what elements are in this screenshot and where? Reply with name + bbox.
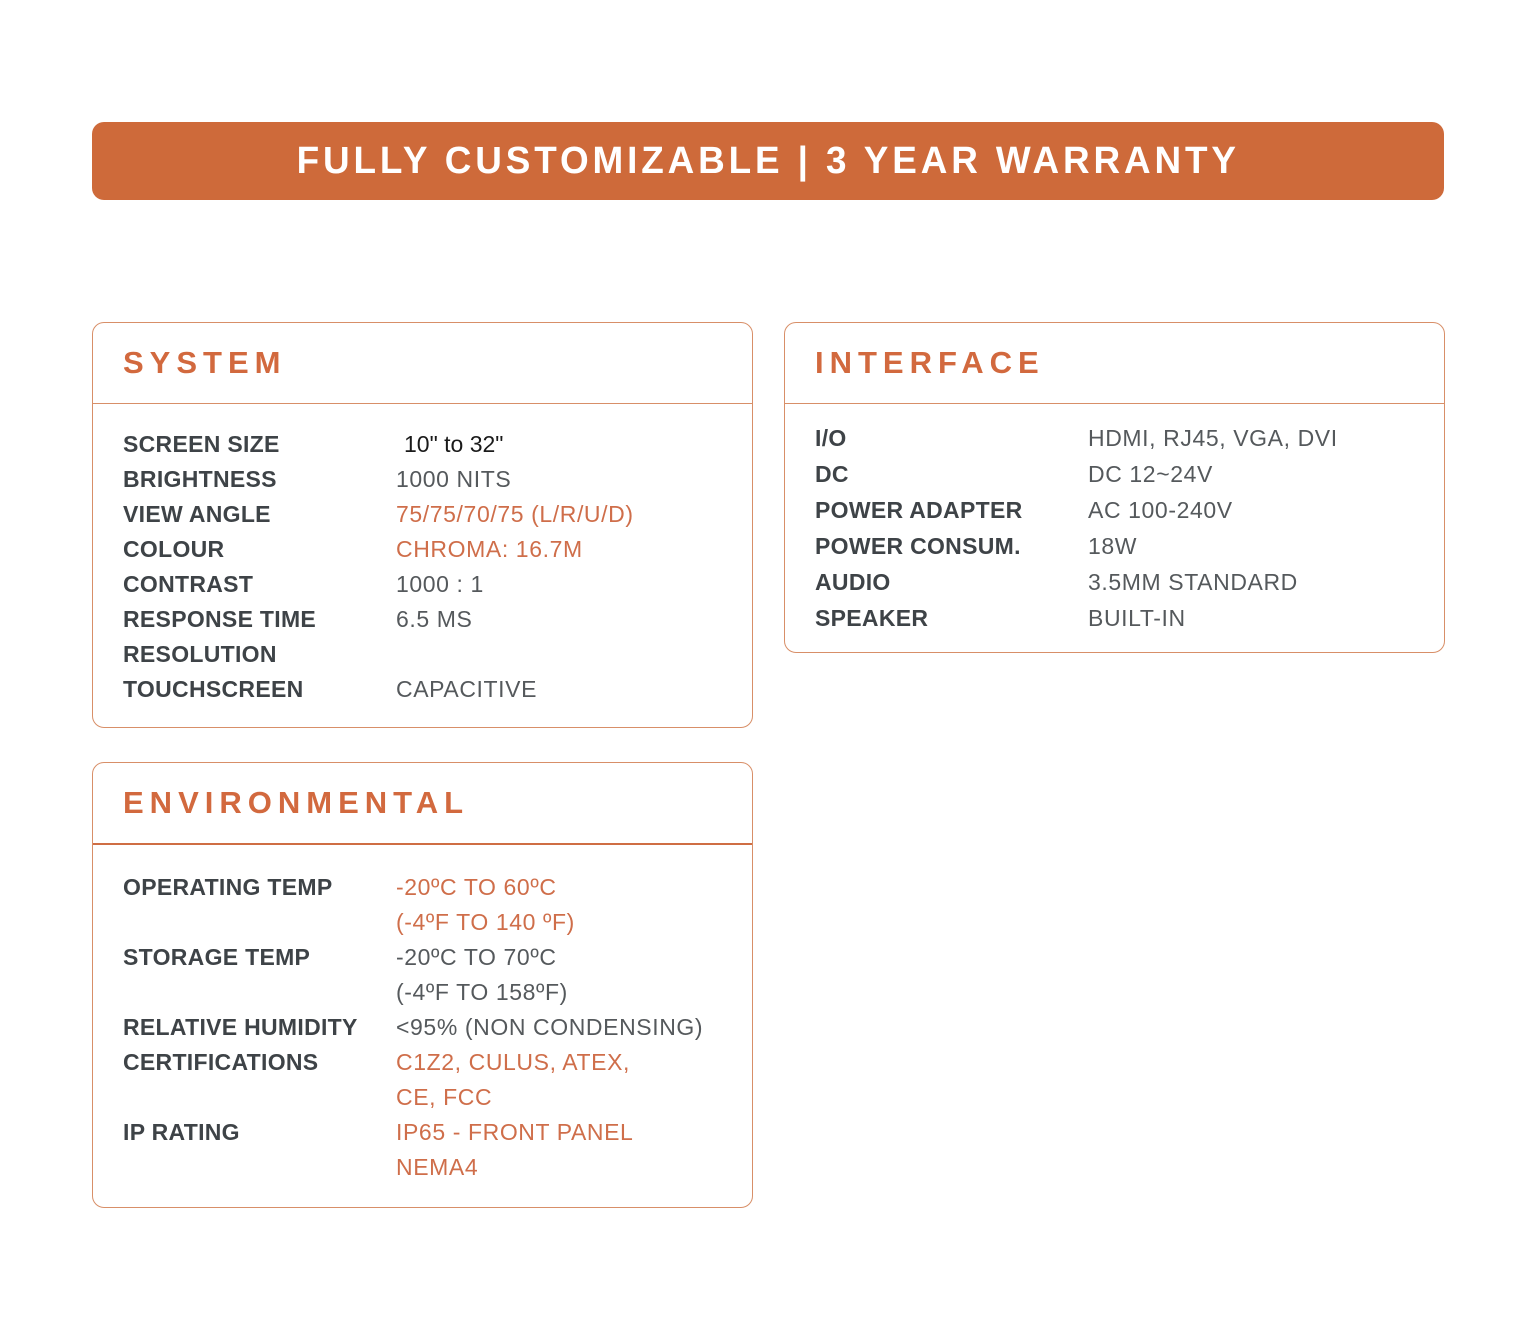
spec-value: -20ºC TO 70ºC (396, 944, 557, 970)
interface-panel-body (785, 404, 1444, 636)
spec-label: STORAGE TEMP (123, 944, 311, 970)
spec-row-ip-rating (123, 1115, 730, 1185)
spec-row-io (815, 420, 1422, 456)
spec-row-power-adapter (815, 492, 1422, 528)
spec-row-dc (815, 456, 1422, 492)
spec-value: CE, FCC (396, 1084, 493, 1110)
spec-value: AC 100-240V (1088, 497, 1233, 523)
spec-label: AUDIO (815, 569, 891, 595)
spec-value (396, 637, 730, 672)
spec-label: POWER CONSUM. (815, 533, 1021, 559)
spec-label: CERTIFICATIONS (123, 1049, 319, 1075)
environmental-panel-body (93, 845, 752, 1185)
spec-label: SPEAKER (815, 605, 929, 631)
spec-label: VIEW ANGLE (123, 501, 271, 527)
spec-row-storage-temp (123, 940, 730, 1010)
spec-label: CONTRAST (123, 571, 254, 597)
spec-row-audio (815, 564, 1422, 600)
spec-label: RESOLUTION (123, 641, 277, 667)
spec-label: RESPONSE TIME (123, 606, 317, 632)
spec-label: BRIGHTNESS (123, 466, 277, 492)
spec-row-screen-size (123, 427, 730, 462)
spec-label: COLOUR (123, 536, 225, 562)
spec-value: 18W (1088, 533, 1138, 559)
spec-label: TOUCHSCREEN (123, 676, 304, 702)
spec-row-contrast (123, 567, 730, 602)
interface-panel (784, 322, 1445, 653)
warranty-banner (92, 122, 1444, 200)
spec-value: BUILT-IN (1088, 605, 1186, 631)
spec-value: 3.5MM STANDARD (1088, 569, 1298, 595)
environmental-panel-title: ENVIRONMENTAL (123, 785, 470, 820)
spec-value: 75/75/70/75 (L/R/U/D) (396, 501, 634, 527)
spec-row-relative-humidity (123, 1010, 730, 1045)
system-panel-body (93, 404, 752, 707)
system-panel-header (93, 323, 752, 404)
spec-label: POWER ADAPTER (815, 497, 1023, 523)
spec-row-speaker (815, 600, 1422, 636)
spec-value: NEMA4 (396, 1154, 479, 1180)
spec-value: 1000 : 1 (396, 571, 484, 597)
spec-row-certifications (123, 1045, 730, 1115)
environmental-panel-header (93, 763, 752, 845)
spec-value: CAPACITIVE (396, 676, 538, 702)
spec-row-response-time (123, 602, 730, 637)
spec-label: OPERATING TEMP (123, 874, 333, 900)
spec-value: 1000 NITS (396, 466, 512, 492)
spec-row-touchscreen (123, 672, 730, 707)
spec-value: (-4ºF TO 158ºF) (396, 979, 568, 1005)
interface-panel-header (785, 323, 1444, 404)
spec-label: RELATIVE HUMIDITY (123, 1014, 358, 1040)
spec-label: I/O (815, 425, 847, 451)
spec-row-brightness (123, 462, 730, 497)
spec-value: HDMI, RJ45, VGA, DVI (1088, 425, 1338, 451)
spec-row-resolution (123, 637, 730, 672)
spec-row-power-consum (815, 528, 1422, 564)
spec-value: IP65 - FRONT PANEL (396, 1119, 634, 1145)
spec-row-colour (123, 532, 730, 567)
spec-row-view-angle (123, 497, 730, 532)
interface-panel-title: INTERFACE (815, 345, 1045, 380)
spec-value: 6.5 MS (396, 606, 473, 632)
spec-value: (-4ºF TO 140 ºF) (396, 909, 575, 935)
spec-label: DC (815, 461, 849, 487)
system-panel-title: SYSTEM (123, 345, 287, 380)
warranty-banner-text: FULLY CUSTOMIZABLE | 3 YEAR WARRANTY (296, 139, 1240, 182)
environmental-panel (92, 762, 753, 1208)
spec-value: C1Z2, CULUS, ATEX, (396, 1049, 631, 1075)
spec-value: 10" to 32" (404, 431, 504, 457)
spec-label: SCREEN SIZE (123, 431, 280, 457)
spec-row-operating-temp (123, 870, 730, 940)
spec-value: <95% (NON CONDENSING) (396, 1014, 704, 1040)
spec-value: -20ºC TO 60ºC (396, 874, 557, 900)
spec-label: IP RATING (123, 1119, 240, 1145)
system-panel (92, 322, 753, 728)
spec-value: CHROMA: 16.7M (396, 536, 583, 562)
spec-value: DC 12~24V (1088, 461, 1213, 487)
